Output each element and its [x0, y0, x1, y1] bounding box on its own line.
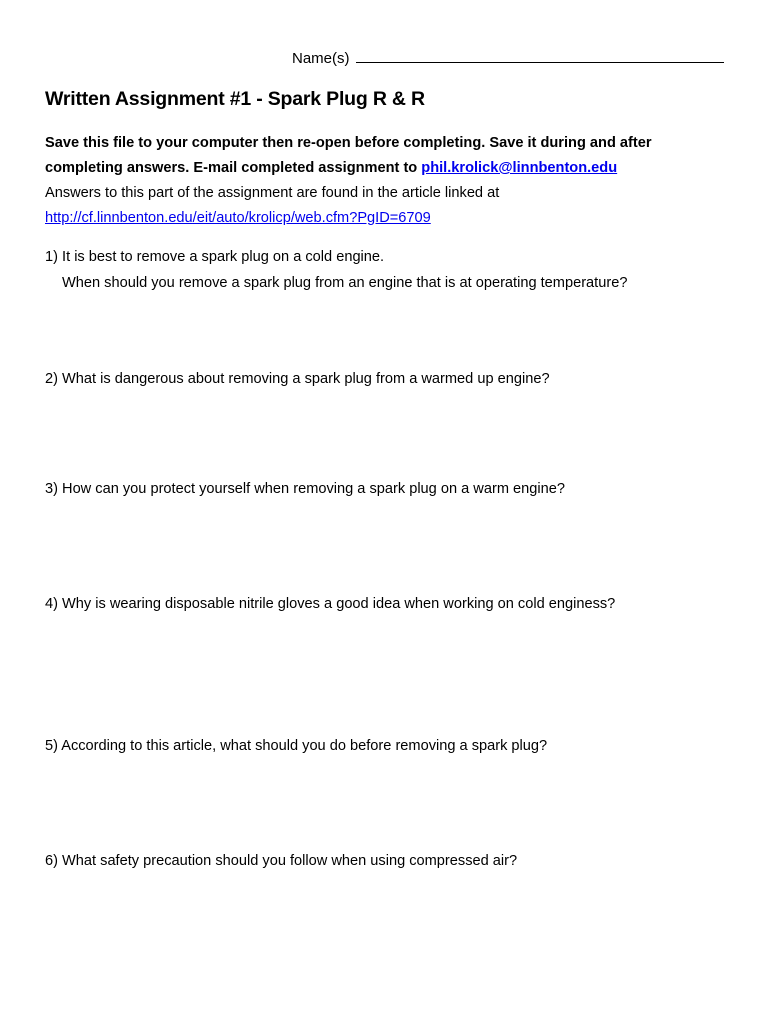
name-label: Name(s) — [292, 50, 350, 67]
question-2-text: 2) What is dangerous about removing a spark plug from a warmed up engine? — [45, 371, 550, 387]
question-1 — [45, 244, 627, 296]
question-3-text: 3) How can you protect yourself when removing a spark plug on a warm engine? — [45, 481, 565, 497]
question-6 — [45, 848, 517, 874]
question-5 — [45, 733, 547, 759]
instructions-email-prefix: completing answers. E-mail completed assignment to — [45, 160, 422, 176]
question-3 — [45, 476, 565, 502]
question-2 — [45, 366, 550, 392]
question-6-text: 6) What safety precaution should you follow when using compressed air? — [45, 853, 518, 869]
name-line — [292, 48, 724, 67]
document-title: Written Assignment #1 - Spark Plug R & R — [45, 88, 425, 110]
question-5-text: 5) According to this article, what should you do before removing a spark plug? — [45, 738, 548, 754]
question-4-text: 4) Why is wearing disposable nitrile gloves a good idea when working on cold enginess? — [45, 596, 616, 612]
instructions-line-3: Answers to this part of the assignment are found in the article linked at — [45, 185, 500, 201]
instructions-line-2 — [45, 156, 735, 181]
article-link[interactable]: http://cf.linnbenton.edu/eit/auto/krolicp/web.cfm?PgID=6709 — [45, 210, 431, 226]
instructions — [45, 131, 735, 231]
name-blank-field[interactable] — [356, 48, 724, 63]
question-1-text: 1) It is best to remove a spark plug on a cold engine. — [45, 249, 385, 265]
question-4 — [45, 591, 615, 617]
instructions-line-1: Save this file to your computer then re-open before completing. Save it during and after — [45, 135, 652, 151]
question-1-subtext: When should you remove a spark plug from an engine that is at operating temperature? — [62, 275, 628, 291]
email-link[interactable]: phil.krolick@linnbenton.edu — [421, 160, 618, 176]
